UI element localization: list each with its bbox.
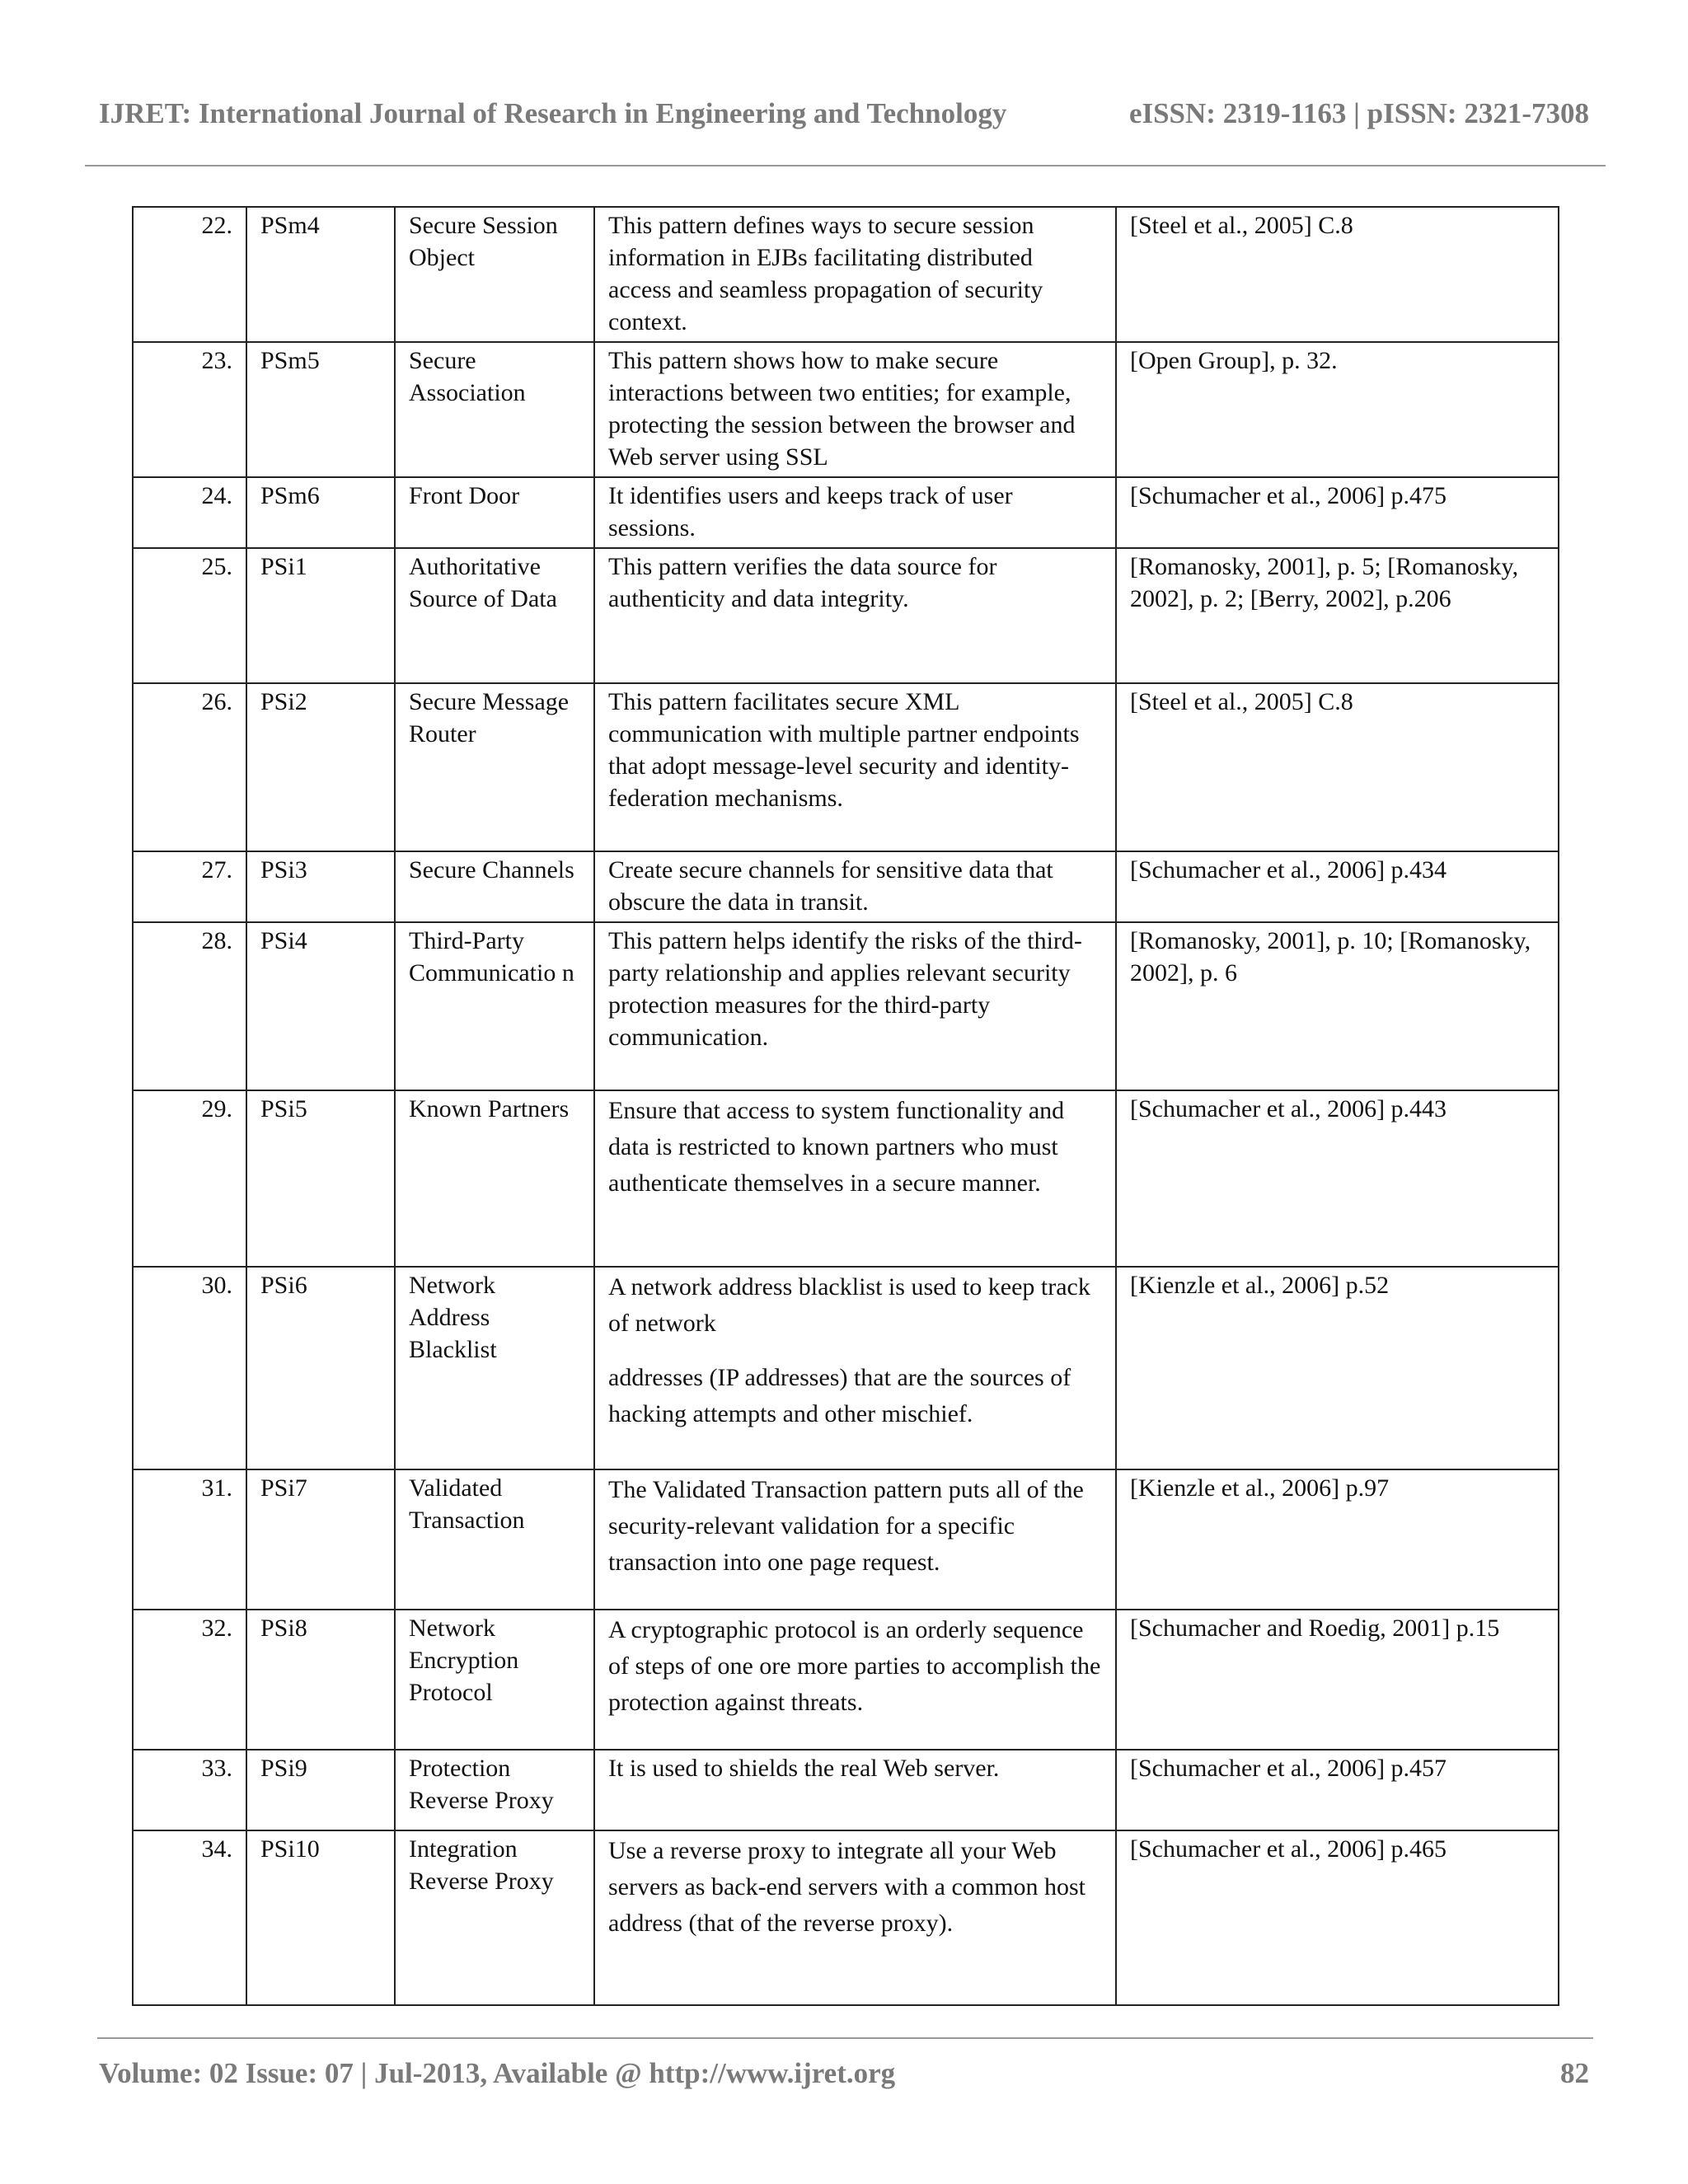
pattern-reference: [Steel et al., 2005] C.8 [1116, 207, 1559, 342]
row-number: 23. [133, 342, 246, 477]
pattern-reference: [Open Group], p. 32. [1116, 342, 1559, 477]
table-row [133, 207, 1559, 342]
pattern-name: Integration Reverse Proxy [395, 1830, 594, 2005]
pattern-name: Authoritative Source of Data [395, 548, 594, 683]
pattern-description [594, 1750, 1116, 1830]
pattern-name: Secure Session Object [395, 207, 594, 342]
pattern-reference: [Romanosky, 2001], p. 5; [Romanosky, 2002], p. 2; [Berry, 2002], p.206 [1116, 548, 1559, 683]
pattern-description [594, 1830, 1116, 2005]
table-row [133, 1267, 1559, 1469]
pattern-reference: [Kienzle et al., 2006] p.52 [1116, 1267, 1559, 1469]
table-row [133, 342, 1559, 477]
row-number: 22. [133, 207, 246, 342]
description-paragraph: This pattern facilitates secure XML communication with multiple partner endpoints that adopt message-level security and identity-federation mechanisms. [608, 688, 1080, 812]
pattern-name: Network Encryption Protocol [395, 1610, 594, 1750]
pattern-description [594, 1090, 1116, 1267]
description-paragraph: This pattern shows how to make secure interactions between two entities; for example, protecting the session between the browser and Web server using SSL [608, 347, 1076, 471]
table-row [133, 548, 1559, 683]
pattern-reference: [Schumacher et al., 2006] p.434 [1116, 851, 1559, 922]
pattern-name: Protection Reverse Proxy [395, 1750, 594, 1830]
table-body [133, 207, 1559, 2005]
description-paragraph: It is used to shields the real Web server. [608, 1755, 1000, 1782]
row-number: 28. [133, 922, 246, 1090]
table-row [133, 1090, 1559, 1267]
pattern-name: Secure Association [395, 342, 594, 477]
description-paragraph: Create secure channels for sensitive data that obscure the data in transit. [608, 856, 1053, 916]
pattern-id: PSi6 [246, 1267, 395, 1469]
pattern-id: PSi9 [246, 1750, 395, 1830]
description-paragraph: A cryptographic protocol is an orderly sequence of steps of one ore more parties to accomplish the protection against threats. [608, 1616, 1101, 1716]
pattern-reference: [Schumacher et al., 2006] p.465 [1116, 1830, 1559, 2005]
row-number: 27. [133, 851, 246, 922]
pattern-reference: [Kienzle et al., 2006] p.97 [1116, 1469, 1559, 1610]
pattern-id: PSi1 [246, 548, 395, 683]
pattern-id: PSi8 [246, 1610, 395, 1750]
page-footer [99, 2057, 1589, 2090]
pattern-id: PSi2 [246, 683, 395, 851]
description-paragraph: addresses (IP addresses) that are the sources of hacking attempts and other mischief. [608, 1364, 1071, 1427]
pattern-description [594, 342, 1116, 477]
pattern-id: PSm5 [246, 342, 395, 477]
description-paragraph: It identifies users and keeps track of user sessions. [608, 482, 1013, 541]
pattern-reference: [Schumacher et al., 2006] p.457 [1116, 1750, 1559, 1830]
pattern-description [594, 1610, 1116, 1750]
row-number: 34. [133, 1830, 246, 2005]
pattern-reference: [Romanosky, 2001], p. 10; [Romanosky, 2002], p. 6 [1116, 922, 1559, 1090]
row-number: 25. [133, 548, 246, 683]
row-number: 32. [133, 1610, 246, 1750]
description-paragraph: This pattern verifies the data source for authenticity and data integrity. [608, 553, 997, 612]
description-paragraph: This pattern helps identify the risks of the third-party relationship and applies relevant security protection measures for the third-party communication. [608, 927, 1082, 1051]
pattern-reference: [Schumacher et al., 2006] p.475 [1116, 477, 1559, 548]
pattern-description [594, 207, 1116, 342]
pattern-name: Network Address Blacklist [395, 1267, 594, 1469]
journal-title: IJRET: International Journal of Research in Engineering and Technology [99, 97, 1007, 129]
description-paragraph: This pattern defines ways to secure session information in EJBs facilitating distributed access and seamless propagation of security context. [608, 212, 1043, 335]
table-row [133, 1830, 1559, 2005]
pattern-description [594, 851, 1116, 922]
row-number: 33. [133, 1750, 246, 1830]
table-row [133, 477, 1559, 548]
pattern-description [594, 1469, 1116, 1610]
pattern-name: Validated Transaction [395, 1469, 594, 1610]
row-number: 26. [133, 683, 246, 851]
pattern-description [594, 922, 1116, 1090]
table-row [133, 1610, 1559, 1750]
table-row [133, 851, 1559, 922]
row-number: 31. [133, 1469, 246, 1610]
volume-info: Volume: 02 Issue: 07 | Jul-2013, Available @ http://www.ijret.org [99, 2057, 896, 2089]
pattern-description [594, 1267, 1116, 1469]
header-divider [85, 165, 1606, 166]
pattern-id: PSi7 [246, 1469, 395, 1610]
security-patterns-table [132, 206, 1559, 2006]
description-paragraph: A network address blacklist is used to keep track of network [608, 1273, 1090, 1337]
pattern-reference: [Schumacher et al., 2006] p.443 [1116, 1090, 1559, 1267]
pattern-id: PSi3 [246, 851, 395, 922]
pattern-name: Secure Channels [395, 851, 594, 922]
pattern-name: Front Door [395, 477, 594, 548]
table-row [133, 1750, 1559, 1830]
pattern-reference: [Schumacher and Roedig, 2001] p.15 [1116, 1610, 1559, 1750]
row-number: 29. [133, 1090, 246, 1267]
description-paragraph: Use a reverse proxy to integrate all your Web servers as back-end servers with a common host address (that of the reverse proxy). [608, 1837, 1085, 1937]
pattern-description [594, 683, 1116, 851]
footer-divider [97, 2037, 1593, 2039]
pattern-name: Known Partners [395, 1090, 594, 1267]
table-row [133, 922, 1559, 1090]
issn-info: eISSN: 2319-1163 | pISSN: 2321-7308 [1128, 97, 1589, 129]
pattern-name: Third-Party Communicatio n [395, 922, 594, 1090]
row-number: 30. [133, 1267, 246, 1469]
table-row [133, 683, 1559, 851]
description-paragraph: Ensure that access to system functionality and data is restricted to known partners who must authenticate themselves in a secure manner. [608, 1097, 1065, 1197]
pattern-id: PSi4 [246, 922, 395, 1090]
pattern-id: PSi10 [246, 1830, 395, 2005]
pattern-name: Secure Message Router [395, 683, 594, 851]
pattern-description [594, 548, 1116, 683]
table-row [133, 1469, 1559, 1610]
pattern-id: PSm4 [246, 207, 395, 342]
description-paragraph: The Validated Transaction pattern puts all of the security-relevant validation for a specific transaction into one page request. [608, 1476, 1084, 1576]
pattern-reference: [Steel et al., 2005] C.8 [1116, 683, 1559, 851]
page-number: 82 [1560, 2057, 1589, 2089]
pattern-id: PSm6 [246, 477, 395, 548]
pattern-id: PSi5 [246, 1090, 395, 1267]
pattern-description [594, 477, 1116, 548]
page-header [99, 97, 1589, 130]
row-number: 24. [133, 477, 246, 548]
